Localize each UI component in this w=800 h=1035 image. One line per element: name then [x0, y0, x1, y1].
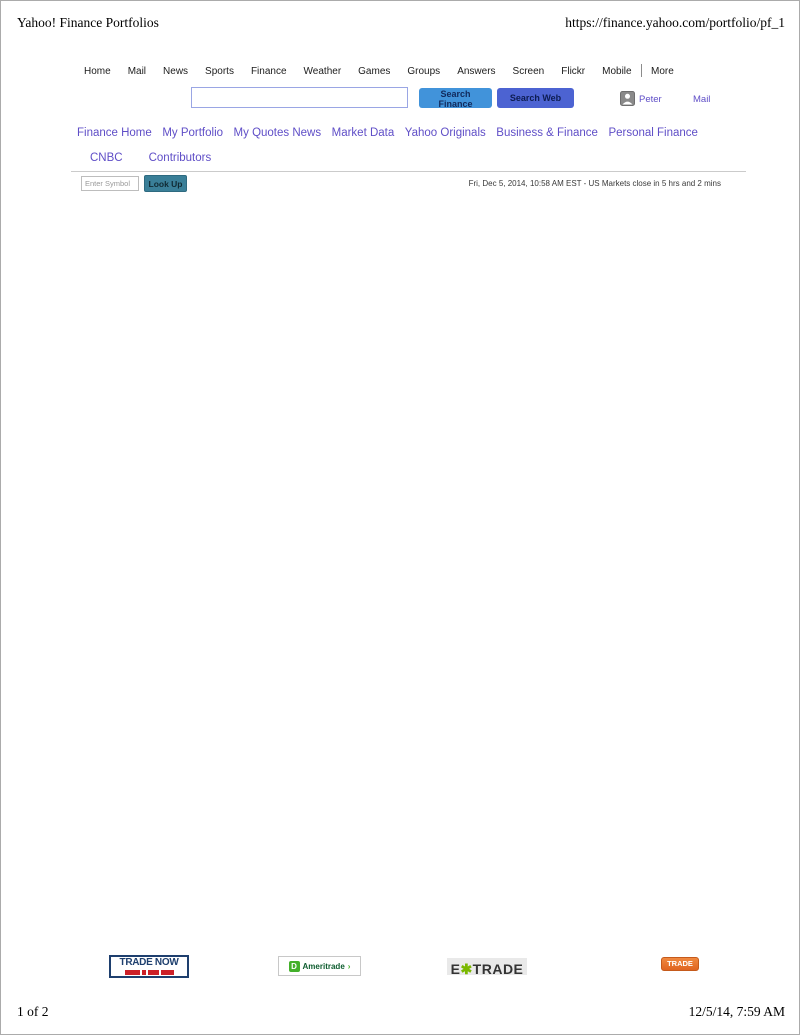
top-nav-more-group	[641, 66, 674, 77]
trade-button-ad[interactable]: TRADE	[661, 957, 699, 971]
finance-nav-item[interactable]: My Quotes News	[233, 127, 322, 139]
search-web-button[interactable]: Search Web	[497, 88, 574, 108]
finance-nav-item[interactable]: Contributors	[148, 152, 212, 164]
finance-nav-row2	[90, 152, 211, 164]
finance-nav-item[interactable]: Finance Home	[77, 127, 152, 139]
trade-now-ad[interactable]	[109, 955, 189, 978]
td-ameritrade-ad[interactable]	[278, 956, 361, 976]
top-nav-item[interactable]: Screen	[512, 66, 545, 77]
finance-nav-row1	[77, 127, 698, 139]
top-nav-item[interactable]: Answers	[457, 66, 496, 77]
user-name-link[interactable]: Peter	[639, 94, 662, 105]
symbol-input[interactable]	[81, 176, 139, 191]
print-header	[17, 15, 785, 31]
finance-nav-item[interactable]: Business & Finance	[496, 127, 598, 139]
td-logo-icon: D	[289, 961, 300, 972]
print-timestamp: 12/5/14, 7:59 AM	[688, 1004, 785, 1019]
search-input[interactable]	[191, 87, 408, 108]
print-footer	[17, 1004, 785, 1020]
finance-nav-item[interactable]: CNBC	[90, 152, 123, 164]
lookup-button[interactable]: Look Up	[144, 175, 187, 192]
top-nav-item[interactable]: Games	[358, 66, 391, 77]
finance-nav-item[interactable]: Personal Finance	[608, 127, 698, 139]
td-ameritrade-label: Ameritrade	[302, 961, 345, 971]
finance-nav-item[interactable]: Market Data	[331, 127, 395, 139]
top-nav-item[interactable]: Finance	[250, 66, 287, 77]
top-nav-item[interactable]: Weather	[303, 66, 342, 77]
etrade-ad[interactable]	[447, 958, 527, 975]
page-number: 1 of 2	[17, 1004, 49, 1019]
trade-now-label: TRADE NOW	[119, 957, 179, 968]
top-nav	[84, 66, 632, 77]
market-status: Fri, Dec 5, 2014, 10:58 AM EST - US Markets close in 5 hrs and 2 mins	[468, 179, 721, 188]
top-nav-item[interactable]: Groups	[407, 66, 441, 77]
top-nav-item[interactable]: Mail	[127, 66, 147, 77]
top-nav-item[interactable]: News	[163, 66, 189, 77]
top-nav-item-more[interactable]: More	[651, 66, 674, 77]
top-nav-item[interactable]: Sports	[205, 66, 234, 77]
person-icon[interactable]	[620, 91, 635, 106]
mail-link[interactable]: Mail	[693, 94, 711, 105]
finance-nav-item[interactable]: Yahoo Originals	[404, 127, 486, 139]
search-finance-button[interactable]: Search Finance	[419, 88, 492, 108]
section-divider	[71, 171, 746, 172]
print-title: Yahoo! Finance Portfolios	[17, 15, 159, 30]
clipped-red-text	[111, 970, 187, 975]
print-url: https://finance.yahoo.com/portfolio/pf_1	[565, 15, 785, 30]
chevron-right-icon: ›	[347, 961, 351, 971]
top-nav-item[interactable]: Flickr	[561, 66, 586, 77]
nav-divider	[641, 64, 642, 77]
finance-nav-item[interactable]: My Portfolio	[162, 127, 224, 139]
etrade-logo: E✱TRADE	[450, 961, 524, 975]
top-nav-item[interactable]: Home	[84, 66, 111, 77]
etrade-star-icon: ✱	[460, 961, 473, 975]
top-nav-item[interactable]: Mobile	[602, 66, 632, 77]
